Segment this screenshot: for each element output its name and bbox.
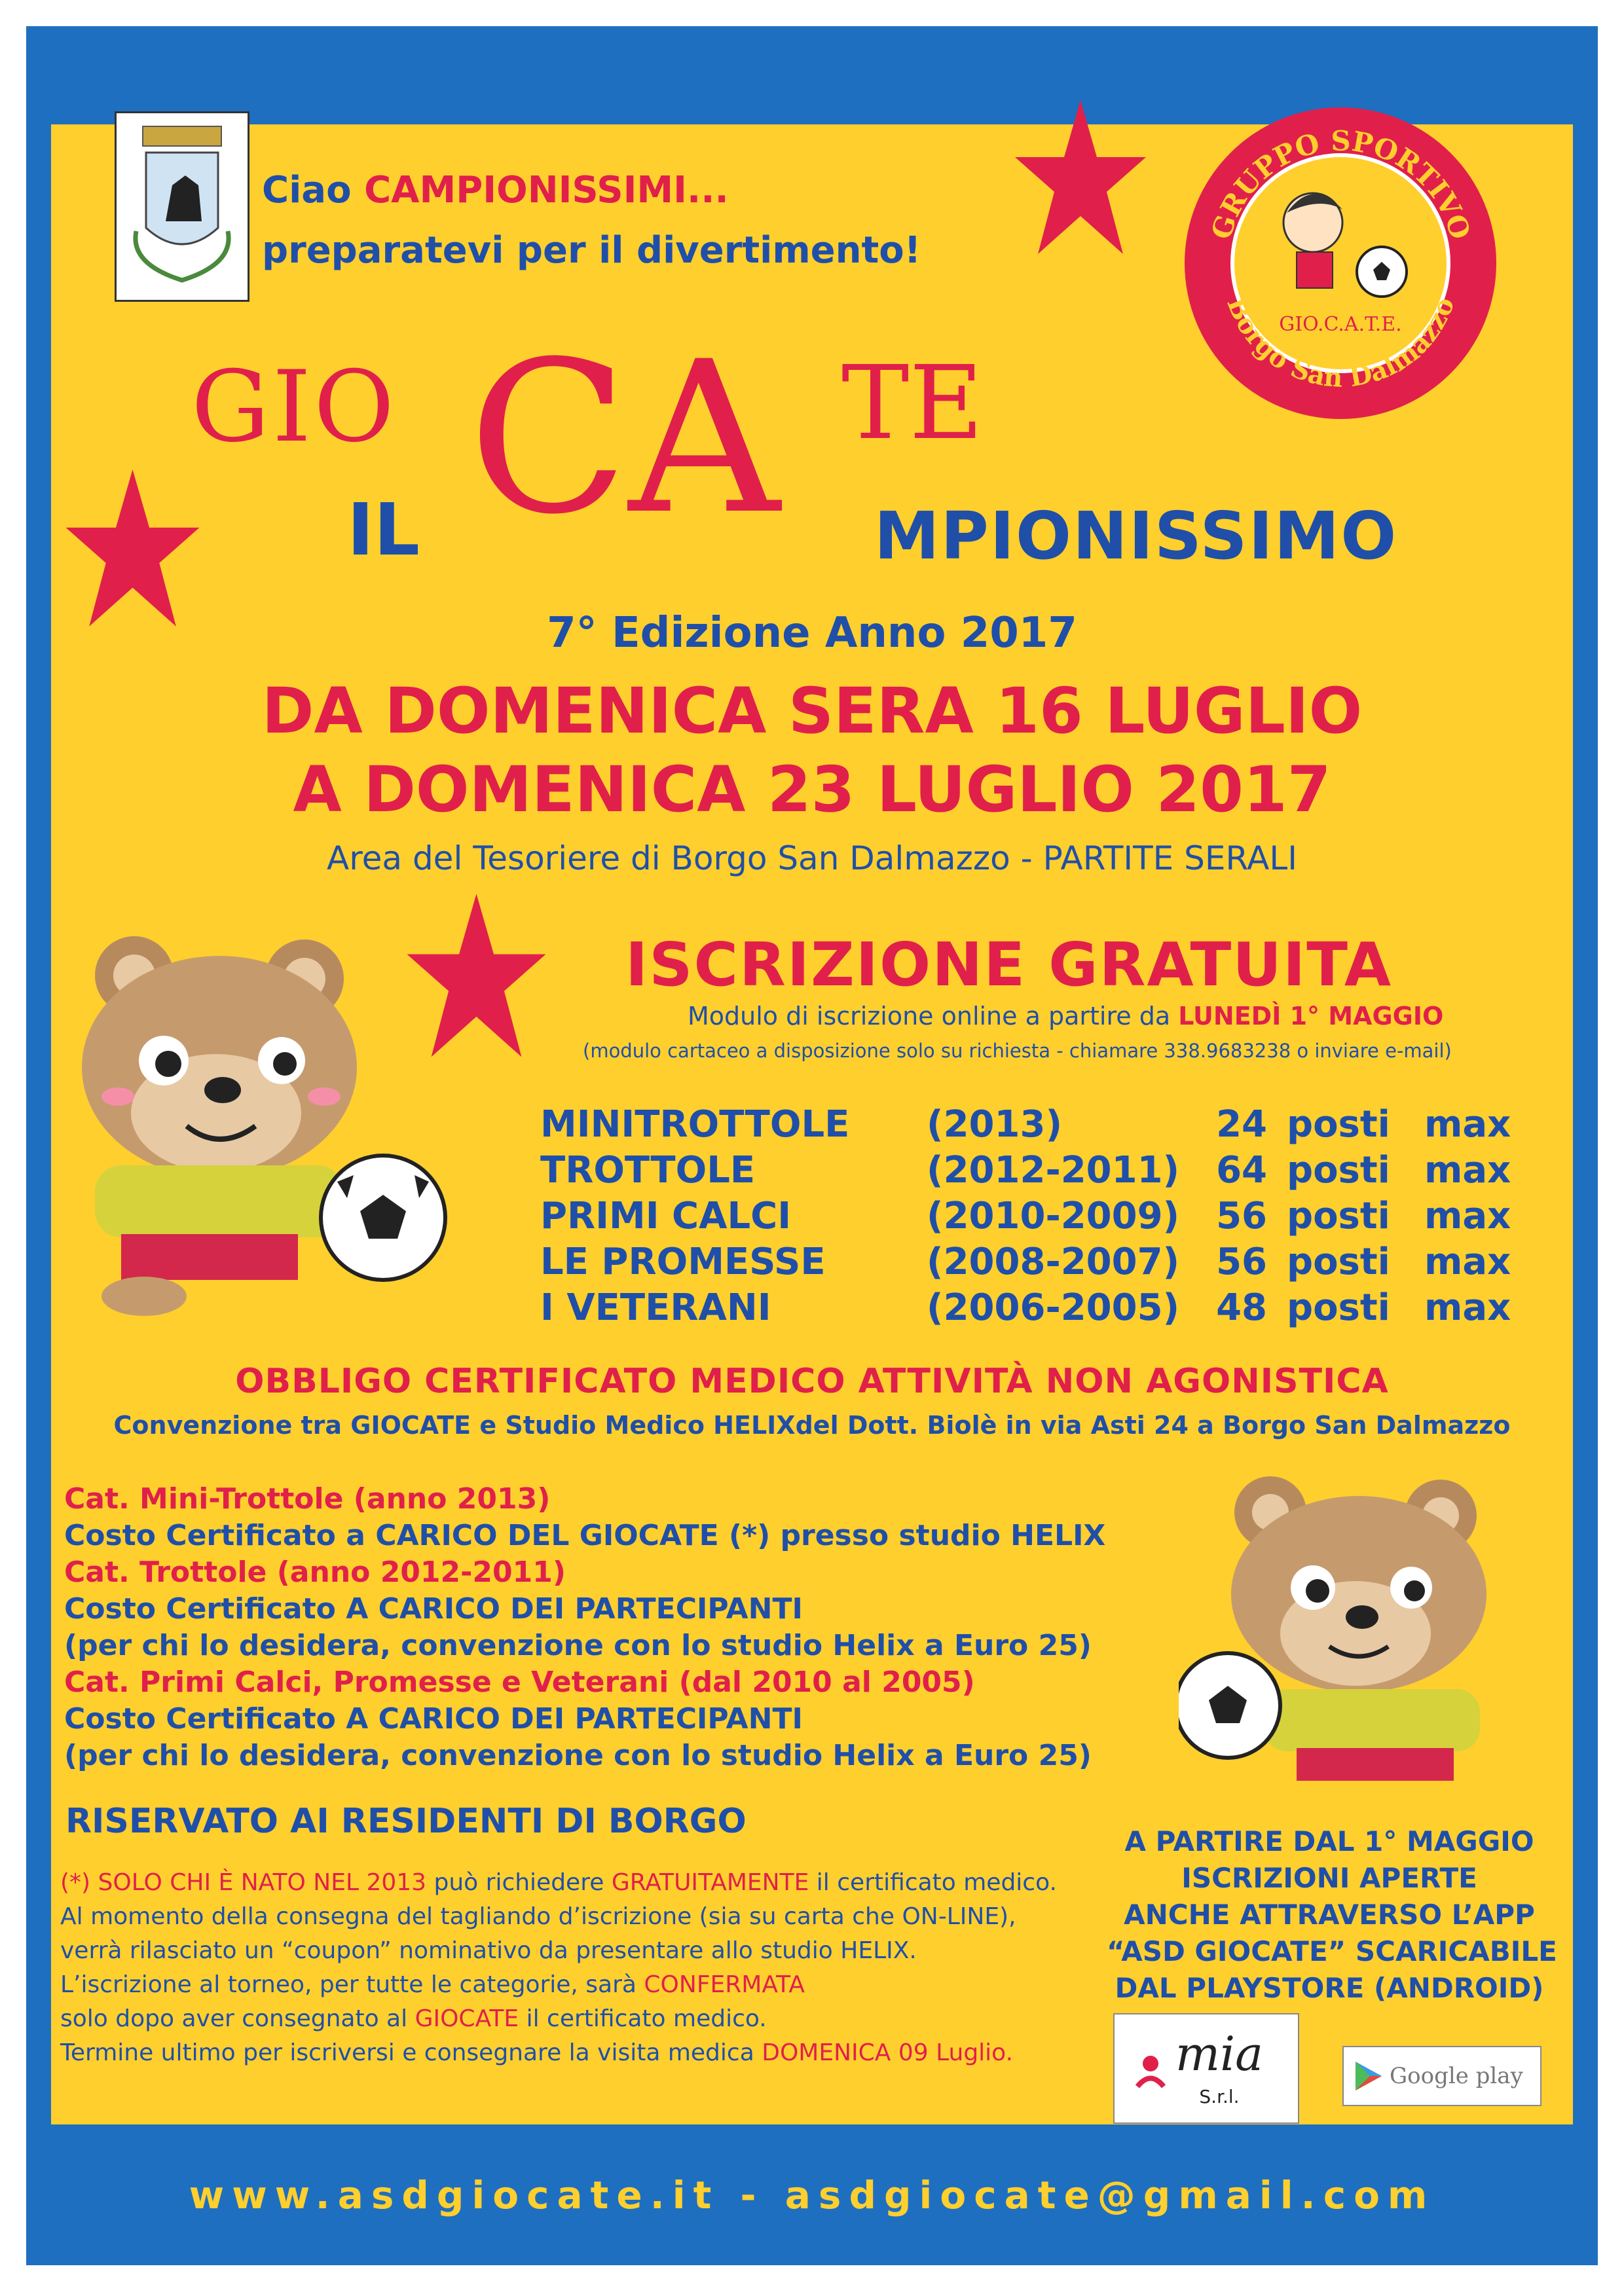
date-end: A DOMENICA 23 LUGLIO 2017 xyxy=(293,753,1331,826)
note-text: L’iscrizione al torneo, per tutte le categorie, sarà xyxy=(60,1971,644,1998)
category-posti: posti xyxy=(1287,1103,1390,1146)
google-play-badge[interactable] xyxy=(1342,2046,1541,2106)
medical-agreement: Convenzione tra GIOCATE e Studio Medico HELIXdel Dott. Biolè in via Asti 24 a Borgo San Dalmazzo xyxy=(113,1411,1511,1440)
club-logo xyxy=(1182,105,1500,422)
category-posti: posti xyxy=(1287,1195,1390,1237)
title-mpionissimo: MPIONISSIMO xyxy=(874,498,1398,574)
category-name: MINITROTTOLE xyxy=(540,1103,850,1146)
note-confirmed: CONFERMATA xyxy=(644,1971,805,1998)
category-name: LE PROMESSE xyxy=(540,1241,826,1283)
note-text: Termine ultimo per iscriversi e consegnare la visita medica xyxy=(60,2039,762,2066)
title-ca: CA xyxy=(468,317,780,560)
mia-name: mia xyxy=(1175,2026,1264,2081)
coat-of-arms-icon xyxy=(115,111,249,302)
medical-line: Costo Certificato a CARICO DEL GIOCATE (*) presso studio HELIX xyxy=(64,1519,1106,1552)
category-max: max xyxy=(1424,1195,1511,1237)
category-posti: posti xyxy=(1287,1149,1390,1192)
logo-center-text: GIO.C.A.T.E. xyxy=(1279,313,1402,336)
medical-line: Cat. Mini-Trottole (anno 2013) xyxy=(64,1482,551,1516)
residents-notice: RISERVATO AI RESIDENTI DI BORGO xyxy=(65,1802,747,1841)
note-line-2: Al momento della consegna del tagliando d’iscrizione (sia su carta che ON-LINE), xyxy=(60,1903,1016,1930)
bear-footballer-illustration-left xyxy=(56,930,462,1322)
app-line: ANCHE ATTRAVERSO L’APP xyxy=(1124,1899,1535,1931)
date-start: DA DOMENICA SERA 16 LUGLIO xyxy=(261,674,1363,748)
mia-sub: S.r.l. xyxy=(1199,2086,1240,2107)
logo-arc-top: GRUPPO SPORTIVO xyxy=(1205,124,1477,244)
note-line-1 xyxy=(60,1866,1057,1900)
medical-line: (per chi lo desidera, convenzione con lo studio Helix a Euro 25) xyxy=(64,1629,1092,1662)
category-name: TROTTOLE xyxy=(540,1149,756,1192)
app-line: ISCRIZIONI APERTE xyxy=(1181,1862,1477,1894)
note-born-2013: (*) SOLO CHI È NATO NEL 2013 xyxy=(60,1869,427,1896)
category-posti: posti xyxy=(1287,1241,1390,1283)
app-line: A PARTIRE DAL 1° MAGGIO xyxy=(1124,1825,1534,1857)
footer-contacts: www.asdgiocate.it - asdgiocate@gmail.com xyxy=(189,2172,1435,2217)
title-il: IL xyxy=(347,488,420,572)
app-line: DAL PLAYSTORE (ANDROID) xyxy=(1115,1972,1544,2004)
note-line-5 xyxy=(60,2002,1057,2036)
edition: 7° Edizione Anno 2017 xyxy=(547,609,1077,657)
google-play-label: Google play xyxy=(1390,2063,1523,2089)
category-places: 56 xyxy=(1216,1195,1267,1237)
category-places: 48 xyxy=(1216,1286,1267,1329)
categories-table xyxy=(540,1103,1529,1330)
footer-band xyxy=(26,2124,1598,2265)
title-te: TE xyxy=(841,344,984,462)
bear-footballer-illustration-right xyxy=(1179,1473,1519,1787)
note-deadline: DOMENICA 09 Luglio. xyxy=(762,2039,1014,2066)
intro-subtitle: preparatevi per il divertimento! xyxy=(262,229,921,272)
intro-prefix: Ciao xyxy=(262,169,365,211)
google-play-icon xyxy=(1344,2056,1390,2096)
note-line-3: verrà rilasciato un “coupon” nominativo da presentare allo studio HELIX. xyxy=(60,1937,917,1964)
medical-heading: OBBLIGO CERTIFICATO MEDICO ATTIVITÀ NON AGONISTICA xyxy=(235,1362,1389,1401)
category-years: (2013) xyxy=(927,1103,1063,1146)
category-name: I VETERANI xyxy=(540,1286,771,1329)
category-max: max xyxy=(1424,1103,1511,1146)
title-gio: GIO xyxy=(191,350,397,464)
registration-heading: ISCRIZIONE GRATUITA xyxy=(625,930,1393,1000)
category-years: (2012-2011) xyxy=(927,1149,1180,1192)
note-text: il certificato medico. xyxy=(809,1869,1057,1896)
category-posti: posti xyxy=(1287,1286,1390,1329)
star-icon-top xyxy=(1012,97,1149,261)
location: Area del Tesoriere di Borgo San Dalmazzo - PARTITE SERALI xyxy=(326,839,1297,877)
medical-line: Costo Certificato A CARICO DEI PARTECIPANTI xyxy=(64,1702,803,1736)
category-name: PRIMI CALCI xyxy=(540,1195,792,1237)
note-line-6 xyxy=(60,2036,1057,2070)
medical-line: Cat. Primi Calci, Promesse e Veterani (dal 2010 al 2005) xyxy=(64,1666,975,1699)
note-text: il certificato medico. xyxy=(519,2005,767,2032)
category-places: 24 xyxy=(1216,1103,1267,1146)
note-line-4 xyxy=(60,1968,1057,2002)
medical-line: (per chi lo desidera, convenzione con lo studio Helix a Euro 25) xyxy=(64,1739,1092,1772)
category-years: (2006-2005) xyxy=(927,1286,1180,1329)
note-free: GRATUITAMENTE xyxy=(611,1869,809,1896)
star-icon-left xyxy=(62,466,203,633)
registration-paper-note: (modulo cartaceo a disposizione solo su richiesta - chiamare 338.9683238 o inviare e-mail) xyxy=(583,1040,1452,1062)
registration-online xyxy=(688,1002,1443,1030)
note-text: solo dopo aver consegnato al xyxy=(60,2005,415,2032)
medical-cost-list xyxy=(64,1481,1105,1774)
app-info xyxy=(1107,1823,1557,2007)
category-max: max xyxy=(1424,1241,1511,1283)
note-text: può richiedere xyxy=(426,1869,612,1896)
category-max: max xyxy=(1424,1149,1511,1192)
medical-line: Costo Certificato A CARICO DEI PARTECIPANTI xyxy=(64,1592,803,1626)
category-places: 64 xyxy=(1216,1149,1267,1192)
intro-greeting xyxy=(262,169,729,211)
mia-sponsor-logo xyxy=(1113,2013,1299,2124)
intro-highlight: CAMPIONISSIMI... xyxy=(364,169,729,211)
medical-line: Cat. Trottole (anno 2012-2011) xyxy=(64,1556,566,1589)
registration-notes xyxy=(60,1866,1057,2070)
category-years: (2010-2009) xyxy=(927,1195,1180,1237)
note-giocate: GIOCATE xyxy=(415,2005,519,2032)
category-places: 56 xyxy=(1216,1241,1267,1283)
category-max: max xyxy=(1424,1286,1511,1329)
app-line: “ASD GIOCATE” SCARICABILE xyxy=(1107,1935,1557,1967)
logo-arc-bottom: Borgo San Dalmazzo xyxy=(1221,293,1461,393)
registration-online-prefix: Modulo di iscrizione online a partire da xyxy=(688,1002,1179,1030)
registration-online-date: LUNEDÌ 1° MAGGIO xyxy=(1178,1002,1444,1030)
category-years: (2008-2007) xyxy=(927,1241,1180,1283)
